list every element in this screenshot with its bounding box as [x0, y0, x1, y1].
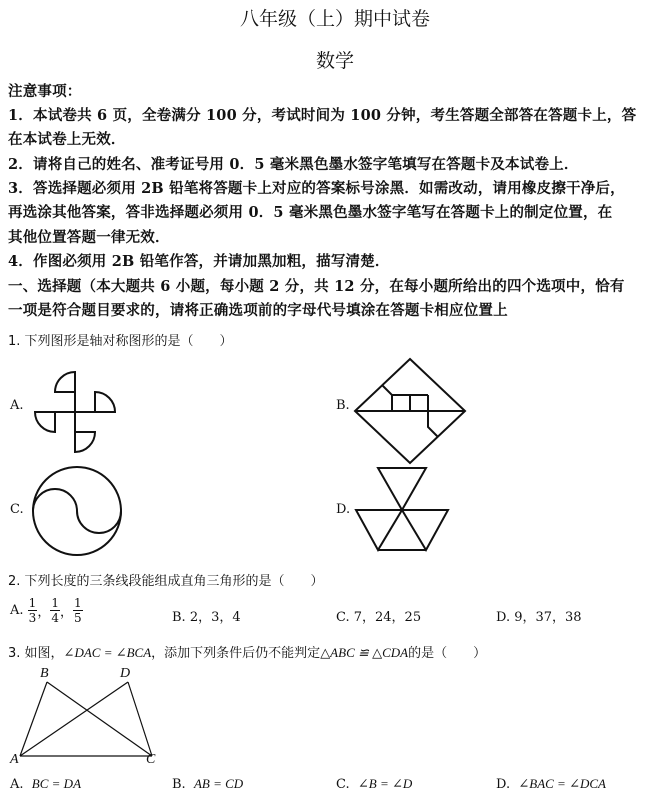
notes-line: 1．本试卷共 6 页，全卷满分 100 分，考试时间为 100 分钟，考生答题全部答在答题卡上，答 — [8, 107, 637, 124]
q1-stem: 1. 下列图形是轴对称图形的是（ ） — [8, 334, 233, 349]
yin-yang-circle-figure — [30, 464, 124, 558]
point-label-d: D — [120, 666, 131, 681]
point-label-b: B — [40, 666, 49, 681]
q3-stem-math: ∠DAC = ∠BCA — [63, 645, 152, 660]
q2-stem: 2. 下列长度的三条线段能组成直角三角形的是（ ） — [8, 574, 324, 589]
q3-option-c: C. ∠B = ∠D — [336, 776, 413, 792]
q2-option-d: D. 9，37，38 — [496, 610, 582, 625]
q2-option-c: C. 7，24，25 — [336, 610, 422, 625]
q3-stem: 3. 如图，∠DAC = ∠BCA，添加下列条件后仍不能判定△ABC ≌ △CDA的是（ ） — [8, 645, 487, 661]
notes-heading: 注意事项： — [8, 83, 82, 100]
notes-line: 在本试卷上无效． — [8, 131, 126, 148]
point-label-c: C — [146, 752, 156, 767]
notes-line: 3．答选择题必须用 2B 铅笔将答题卡上对应的答案标号涂黑．如需改动，请用橡皮擦干净后， — [8, 180, 625, 197]
section-heading: 一、选择题（本大题共 6 小题，每小题 2 分，共 12 分，在每小题所给出的四个选项中，恰有 — [8, 278, 625, 295]
q1-option-d-label: D. — [336, 502, 351, 517]
q1-option-a-label: A. — [10, 398, 24, 413]
fraction: $\frac{1}{5}$ — [73, 596, 82, 625]
q3-option-d: D. ∠BAC = ∠DCA — [496, 776, 606, 792]
diamond-squares-figure — [352, 356, 468, 466]
exam-subject: 数学 — [315, 50, 354, 72]
q3-option-a: A. BC = DA — [10, 776, 82, 792]
exam-title: 八年级（上）期中试卷 — [239, 8, 430, 30]
q3-option-b: B. AB = CD — [172, 776, 244, 792]
pinwheel-figure — [28, 366, 122, 458]
notes-line: 其他位置答题一律无效． — [8, 229, 170, 246]
notes-line: 再选涂其他答案，答非选择题必须用 0．5 毫米黑色墨水签字笔写在答题卡上的制定位置，在 — [8, 204, 613, 221]
q2-option-a-label: A. — [10, 603, 24, 618]
q1-option-c-label: C. — [10, 502, 24, 517]
fraction: $\frac{1}{4}$ — [51, 596, 59, 625]
q3-stem-math2: △ABC ≌ △CDA — [320, 645, 409, 660]
quadrilateral-figure — [6, 664, 166, 770]
notes-line: 4．作图必须用 2B 铅笔作答，并请加黑加粗，描写清楚． — [8, 253, 390, 270]
q2-option-a: A. $\frac{1}{3}$ ， $\frac{1}{4}$ ， $\frac{1}{5}$ — [10, 596, 82, 625]
fraction: $\frac{1}{3}$ — [28, 596, 37, 625]
section-heading-cont: 一项是符合题目要求的，请将正确选项前的字母代号填涂在答题卡相应位置上 — [8, 302, 508, 319]
q2-option-b: B. 2，3，4 — [172, 610, 241, 625]
notes-line: 2．请将自己的姓名、准考证号用 0．5 毫米黑色墨水签字笔填写在答题卡及本试卷上． — [8, 156, 579, 173]
triangles-figure — [354, 466, 450, 552]
point-label-a: A — [10, 752, 19, 767]
q1-option-b-label: B. — [336, 398, 350, 413]
